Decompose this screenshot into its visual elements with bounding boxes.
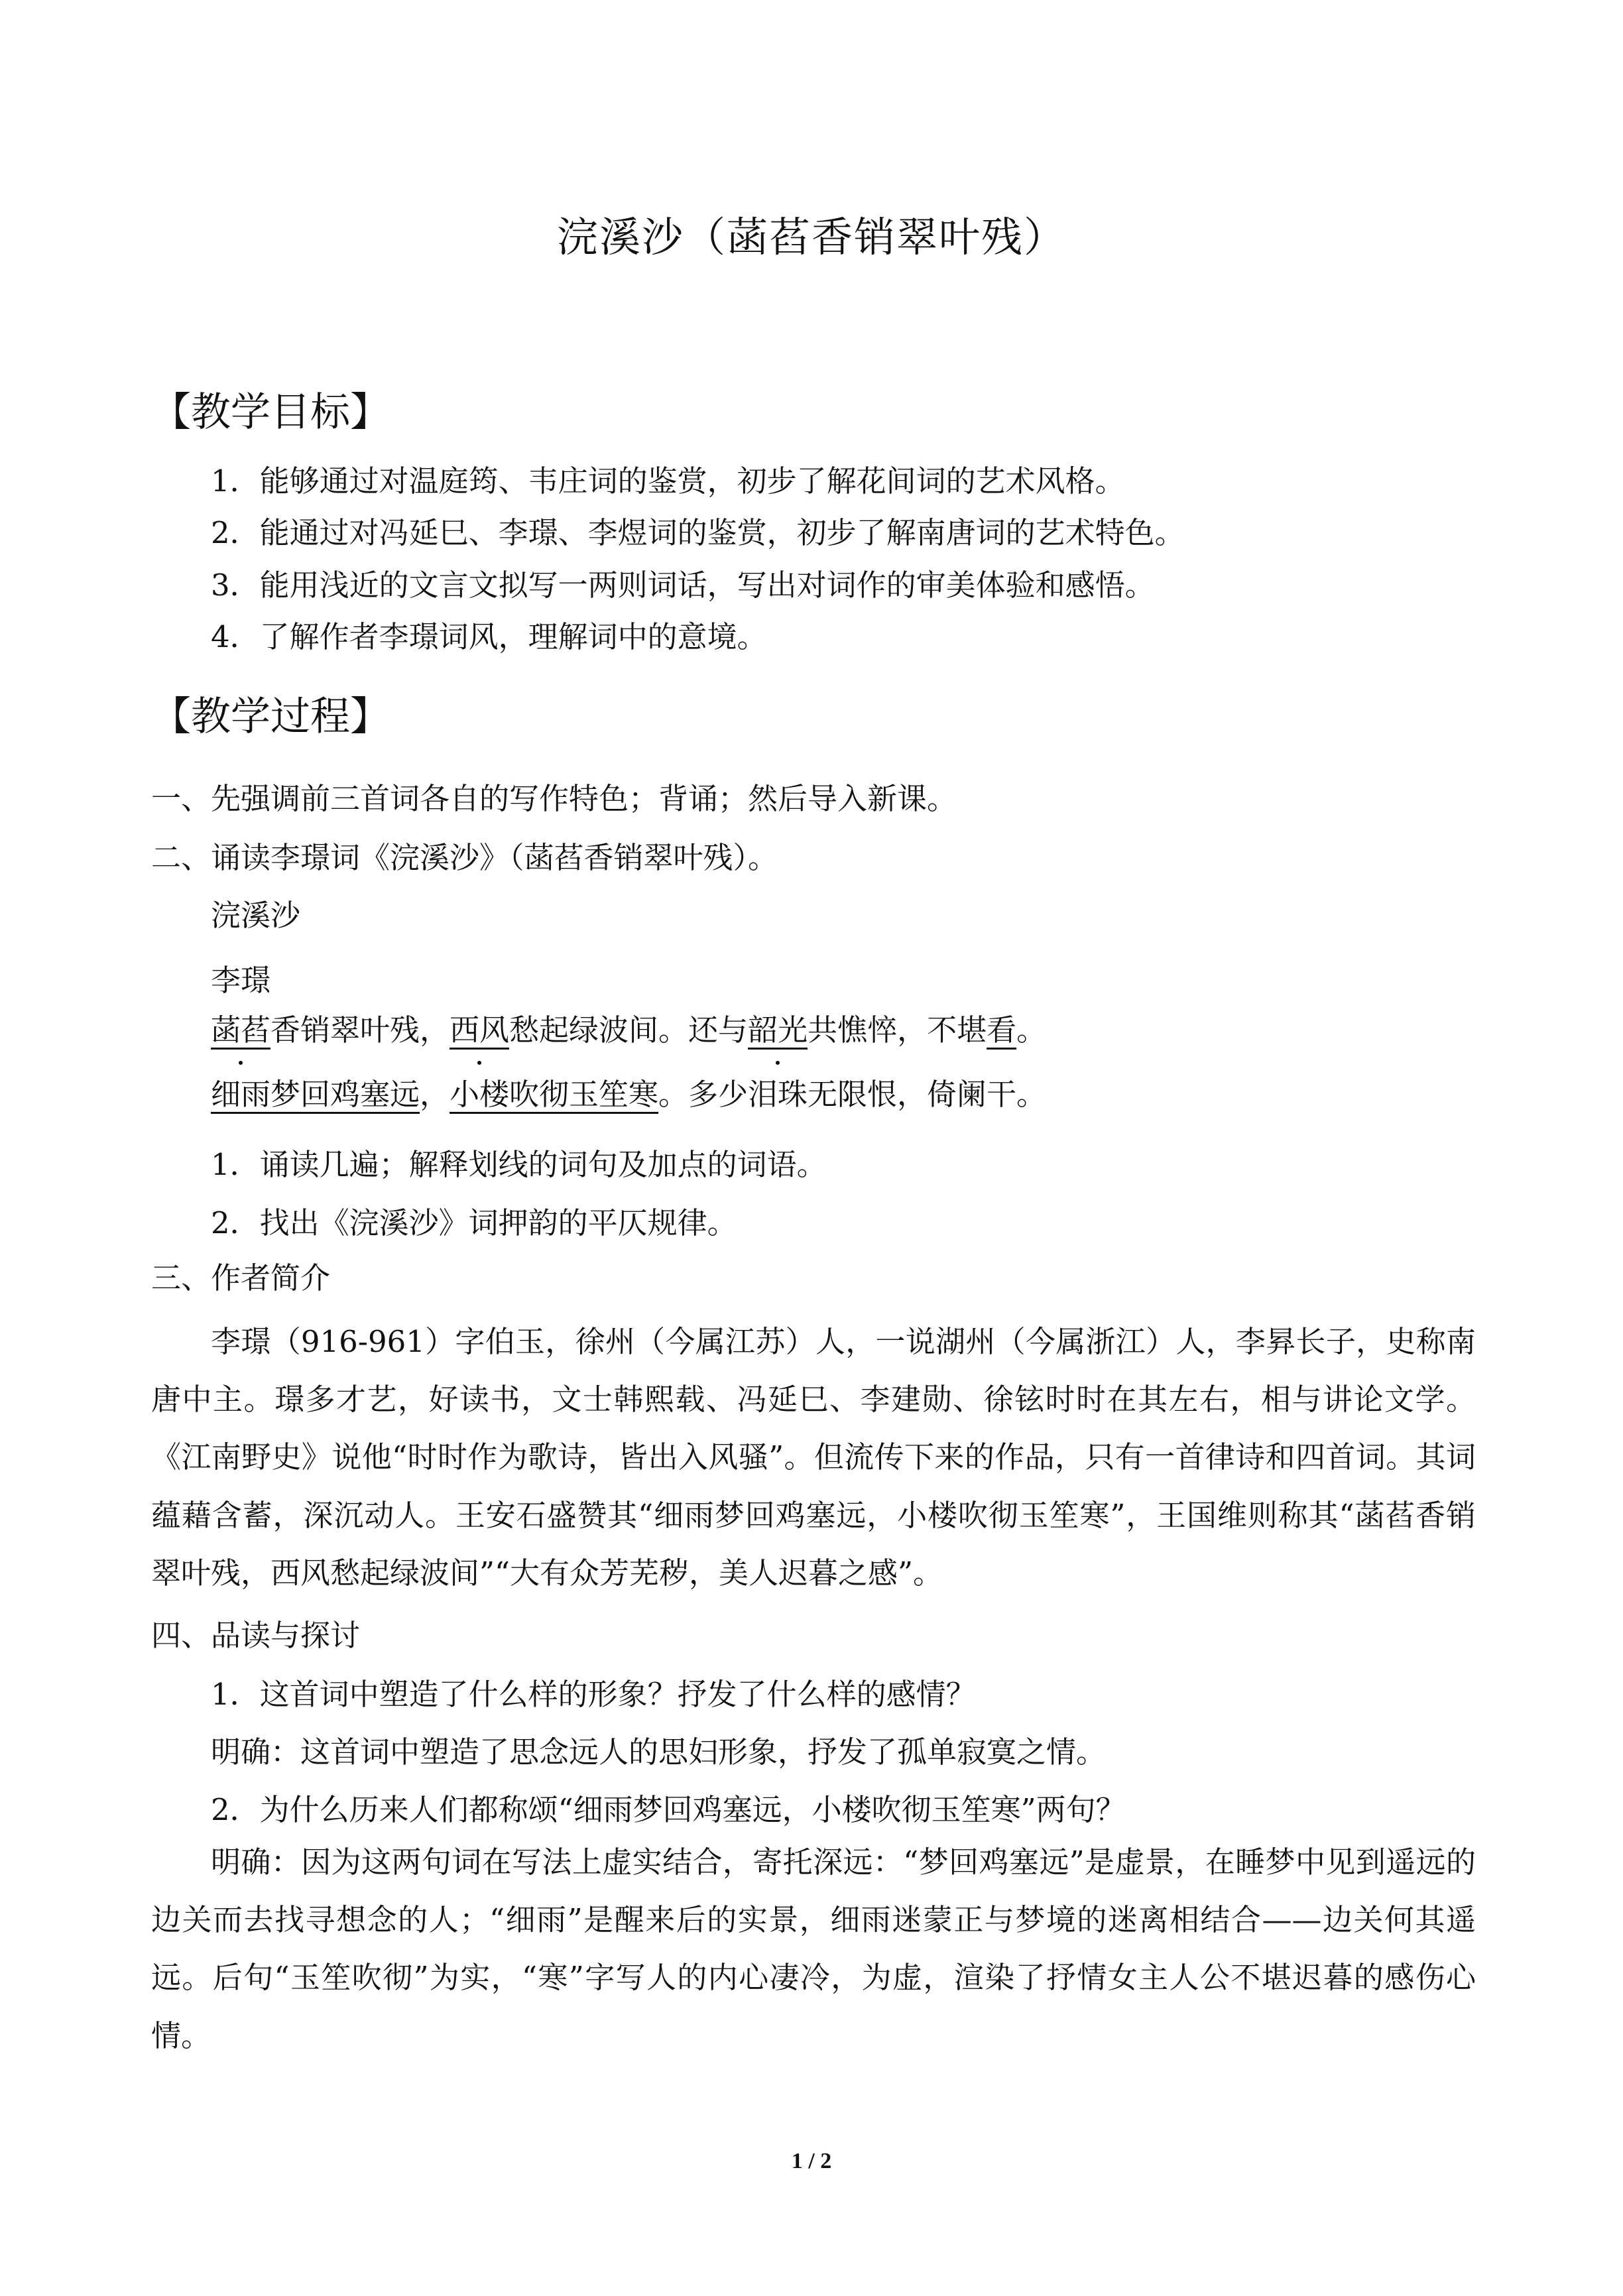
- process-step-1: 一、先强调前三首词各自的写作特色；背诵；然后导入新课。: [151, 781, 957, 816]
- poem-line-1: [211, 1010, 1046, 1050]
- document-title: 浣溪沙（菡萏香销翠叶残）: [556, 213, 1066, 261]
- poem-line-2: [211, 1075, 1046, 1115]
- teaching-goals-heading: 【教学目标】: [151, 389, 390, 436]
- teaching-process-heading: 【教学过程】: [151, 694, 390, 740]
- process-step-2: 二、诵读李璟词《浣溪沙》（菡萏香销翠叶残）。: [151, 840, 778, 875]
- goal-item-1: 1．能够通过对温庭筠、韦庄词的鉴赏，初步了解花间词的艺术风格。: [211, 463, 1125, 499]
- process-step-3: 三、作者简介: [151, 1260, 331, 1296]
- poem-title: 浣溪沙: [211, 898, 301, 933]
- goal-item-2: 2．能通过对冯延巳、李璟、李煜词的鉴赏，初步了解南唐词的艺术特色。: [211, 515, 1185, 550]
- poem-text: 共憔悴，不堪: [808, 1012, 987, 1048]
- underlined-word: 菡萏: [211, 1010, 270, 1050]
- poem-text: 愁起绿波间。还与: [509, 1012, 749, 1048]
- goal-item-4: 4．了解作者李璟词风，理解词中的意境。: [211, 619, 767, 654]
- process-step-4: 四、品读与探讨: [151, 1618, 361, 1653]
- poem-task-1: 1．诵读几遍；解释划线的词句及加点的词语。: [211, 1147, 827, 1182]
- underlined-word: 韶光: [748, 1010, 808, 1050]
- underlined-phrase: 小楼吹彻玉笙寒: [450, 1077, 659, 1112]
- underlined-phrase: 细雨梦回鸡塞远: [211, 1077, 420, 1112]
- poem-task-2: 2．找出《浣溪沙》词押韵的平仄规律。: [211, 1205, 737, 1240]
- page-number: 1 / 2: [791, 2149, 832, 2173]
- poem-text: 。: [1016, 1012, 1047, 1048]
- poem-text: ，: [420, 1077, 450, 1112]
- question-2: 2．为什么历来人们都称颂“细雨梦回鸡塞远，小楼吹彻玉笙寒”两句？: [211, 1792, 1126, 1827]
- answer-1: 明确：这首词中塑造了思念远人的思妇形象，抒发了孤单寂寞之情。: [211, 1734, 1107, 1770]
- author-biography: 李璟（916-961）字伯玉，徐州（今属江苏）人，一说湖州（今属浙江）人，李昪长子，史称南唐中主。璟多才艺，好读书，文士韩熙载、冯延巳、李建勋、徐铉时时在其左右，相与讲论文学。《江南野史》说他“时时作为歌诗，皆出入风骚”。但流传下来的作品，只有一首律诗和四首词。其词蕴藉含蓄，深沉动人。王安石盛赞其“细雨梦回鸡塞远，小楼吹彻玉笙寒”，王国维则称其“菡萏香销翠叶残，西风愁起绿波间”“大有众芳芜秽，美人迟暮之感”。: [151, 1324, 1476, 1591]
- poem-text: 香销翠叶残，: [270, 1012, 450, 1048]
- goal-item-3: 3．能用浅近的文言文拟写一两则词话，写出对词作的审美体验和感悟。: [211, 568, 1155, 603]
- underlined-word: 看: [987, 1012, 1017, 1048]
- underlined-word: 西风: [450, 1010, 509, 1050]
- question-1: 1．这首词中塑造了什么样的形象？抒发了什么样的感情？: [211, 1677, 976, 1712]
- answer-2: 明确：因为这两句词在写法上虚实结合，寄托深远：“梦回鸡塞远”是虚景，在睡梦中见到遥远的边关而去找寻想念的人；“细雨”是醒来后的实景，细雨迷蒙正与梦境的迷离相结合——边关何其遥远。后句“玉笙吹彻”为实，“寒”字写人的内心凄冷，为虚，渲染了抒情女主人公不堪迟暮的感伤心情。: [151, 1844, 1476, 2053]
- poem-author: 李璟: [211, 963, 271, 998]
- poem-text: 。多少泪珠无限恨，倚阑干。: [658, 1077, 1047, 1112]
